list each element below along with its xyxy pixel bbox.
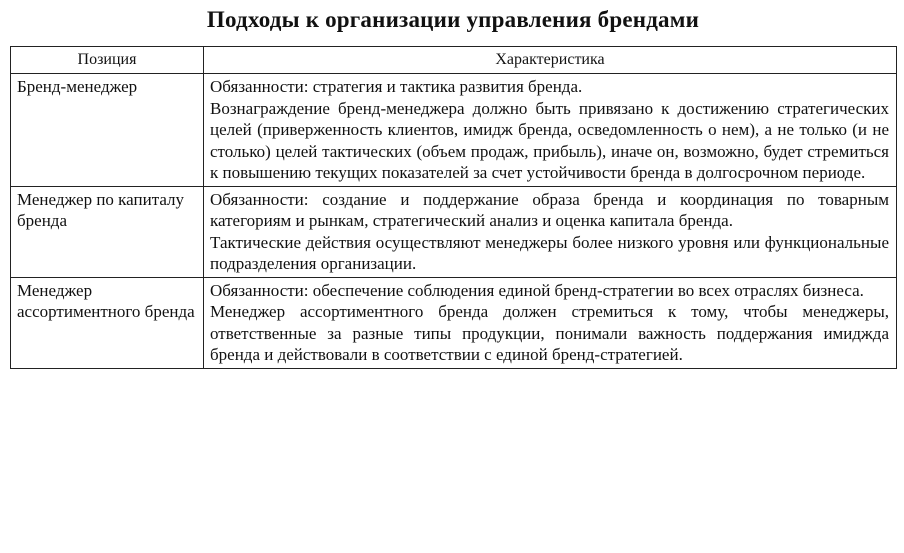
table-row: [11, 186, 897, 277]
characteristic-cell: [204, 277, 897, 368]
table-header-row: [11, 47, 897, 74]
characteristic-paragraph: Тактические действия осуществляют менеджеры более низкого уровня или функциональные подразделения организации.: [210, 232, 889, 273]
table-row: [11, 74, 897, 187]
column-header-position: Позиция: [11, 47, 204, 74]
table-row: [11, 277, 897, 368]
characteristic-cell: [204, 74, 897, 187]
position-cell: Менеджер по капиталу бренда: [11, 186, 204, 277]
characteristic-paragraph: Менеджер ассортиментного бренда должен стремиться к тому, чтобы менеджеры, ответственные за разные типы продукции, понимали важность поддержания имиджда бренда и действовали в соответствии с единой бренд-стратегией.: [210, 302, 889, 364]
page-title: Подходы к организации управления брендами: [206, 7, 700, 32]
column-header-characteristic: Характеристика: [204, 47, 897, 74]
characteristic-cell: [204, 186, 897, 277]
characteristic-paragraph: Обязанности: обеспечение соблюдения единой бренд-стратегии во всех отраслях бизнеса.: [210, 280, 864, 300]
characteristic-paragraph: Вознаграждение бренд-менеджера должно быть привязано к достижению стратегических целей (приверженность клиентов, имидж бренда, осведомленность о нем), а не только (и не столько) целей тактических (объем продаж, прибыль), иначе он, возможно, будет стремиться к повышению текущих показателей за счет устойчивости бренда в долгосрочном периоде.: [210, 98, 889, 182]
position-cell: Менеджер ассортиментного бренда: [11, 277, 204, 368]
position-cell: Бренд-менеджер: [11, 74, 204, 187]
characteristic-paragraph: Обязанности: создание и поддержание образа бренда и координация по товарным категориям и рынкам, стратегический анализ и оценка капитала бренда.: [210, 189, 889, 230]
characteristic-paragraph: Обязанности: стратегия и тактика развития бренда.: [210, 77, 583, 96]
brand-management-table: [10, 46, 897, 369]
